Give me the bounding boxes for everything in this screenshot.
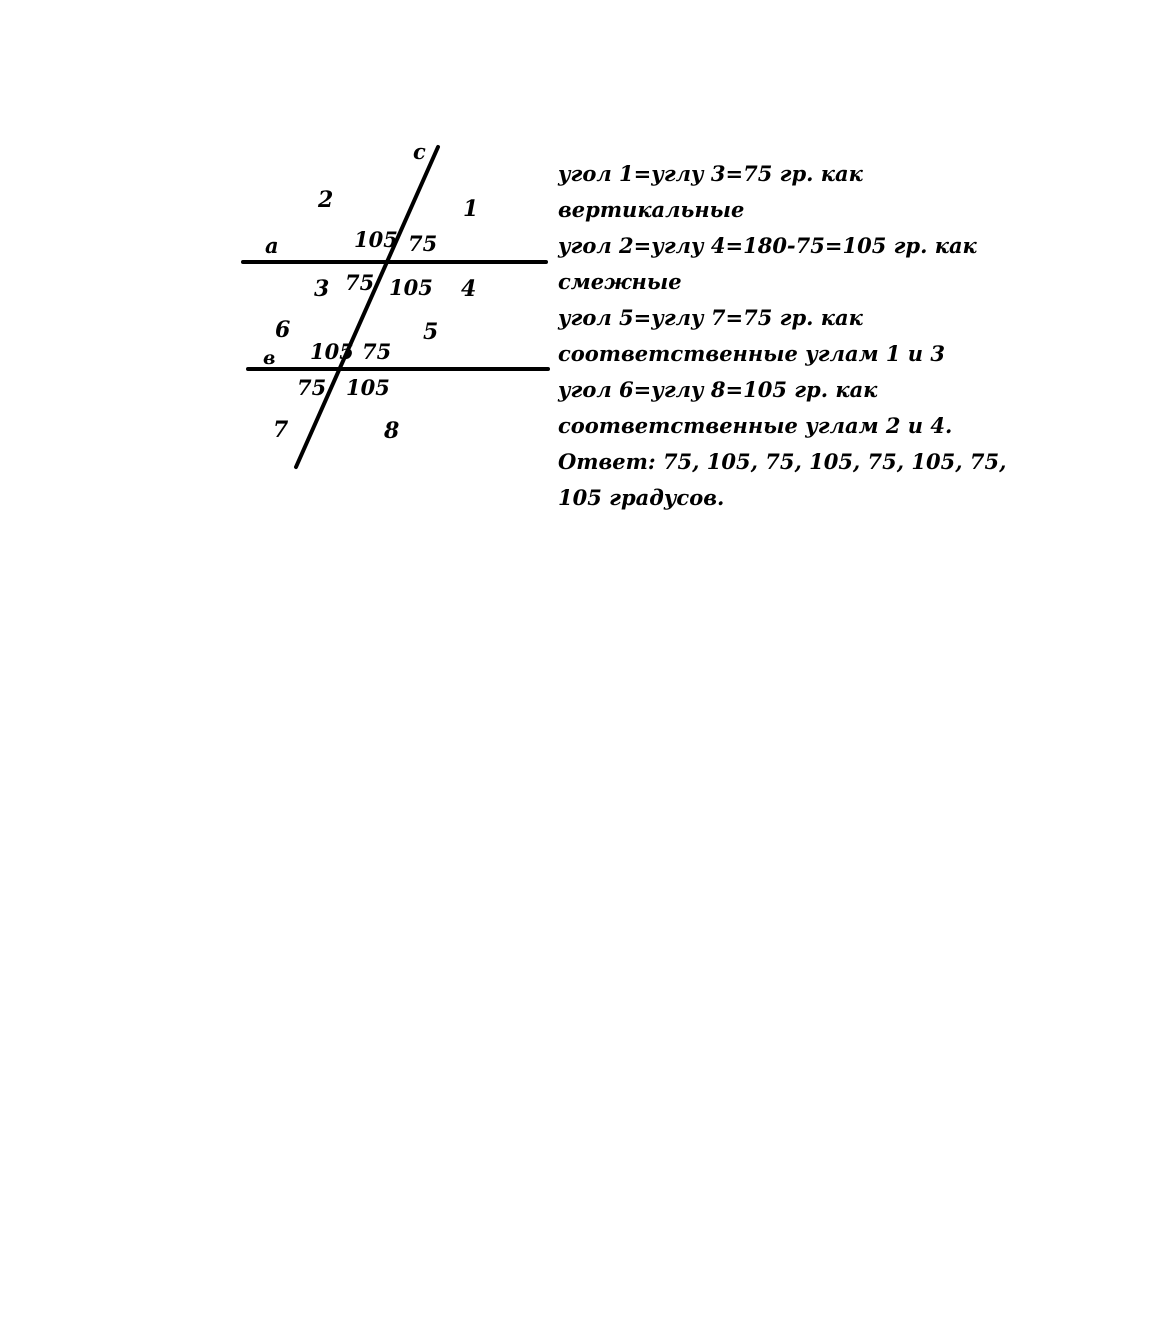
line-label-b: в: [263, 347, 276, 369]
solution-line: соответственные углам 1 и 3: [558, 341, 945, 366]
line-label-a: a: [265, 233, 279, 258]
angle-value-top-lower-right: 105: [389, 275, 433, 300]
solution-line: угол 5=углу 7=75 гр. как: [558, 305, 863, 330]
angle-number-6: 6: [275, 317, 291, 343]
solution-line: угол 1=углу 3=75 гр. как: [558, 161, 863, 186]
angle-number-1: 1: [463, 196, 479, 222]
angle-number-7: 7: [273, 417, 289, 443]
solution-text: [558, 156, 1007, 516]
angle-number-4: 4: [461, 276, 477, 302]
solution-line: соответственные углам 2 и 4.: [558, 413, 953, 438]
angle-number-3: 3: [314, 276, 330, 302]
angle-number-2: 2: [318, 187, 334, 213]
angle-value-top-lower-left: 75: [345, 270, 375, 295]
angle-value-top-upper-right: 75: [408, 231, 438, 256]
angle-value-bottom-lower-right: 105: [346, 375, 390, 400]
angle-number-5: 5: [423, 319, 439, 345]
angle-value-top-upper-left: 105: [354, 227, 398, 252]
answer-line: Ответ: 75, 105, 75, 105, 75, 105, 75,: [558, 449, 1007, 474]
angle-value-bottom-lower-left: 75: [297, 375, 327, 400]
solution-line: смежные: [558, 269, 682, 294]
line-label-c: c: [413, 139, 426, 164]
angle-number-8: 8: [384, 418, 400, 444]
solution-line: вертикальные: [558, 197, 745, 222]
solution-line: угол 6=углу 8=105 гр. как: [558, 377, 878, 402]
solution-line: угол 2=углу 4=180-75=105 гр. как: [558, 233, 977, 258]
answer-line: 105 градусов.: [558, 485, 725, 510]
angle-value-bottom-upper-left: 105: [310, 339, 354, 364]
angle-value-bottom-upper-right: 75: [362, 339, 392, 364]
